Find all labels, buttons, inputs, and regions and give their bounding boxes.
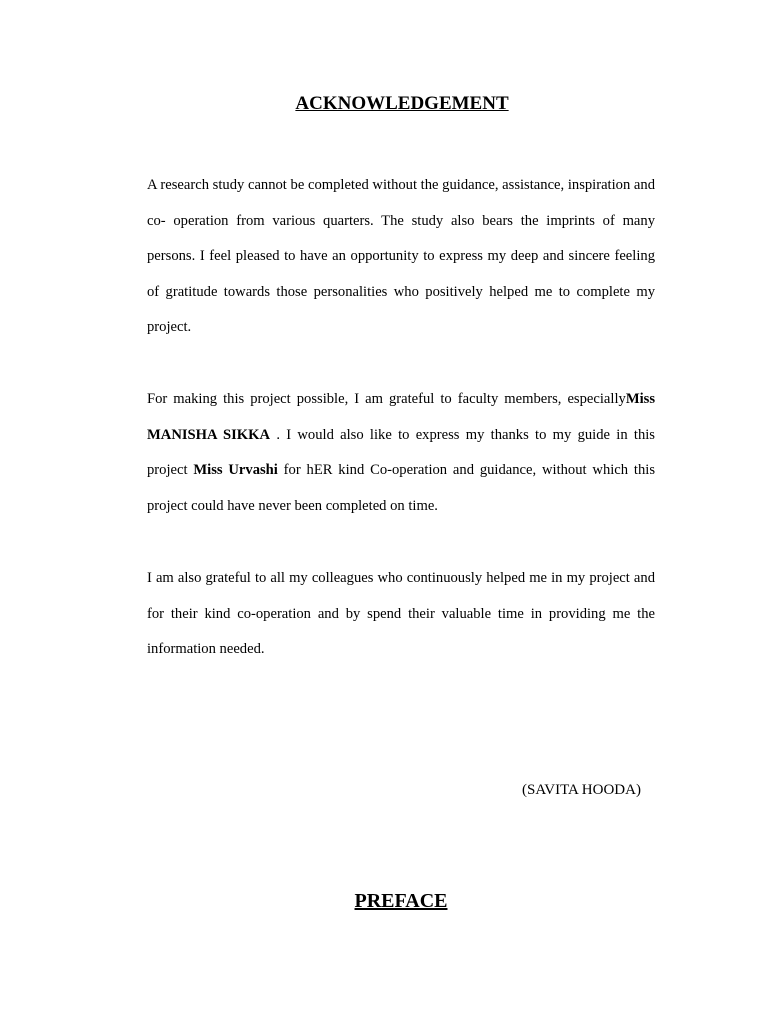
acknowledgement-paragraph-1: A research study cannot be completed without the guidance, assistance, inspiration and co- operation from various quarters. The study also bears the imprints of many persons. I feel pleased to have an opportunity to express my deep and sincere feeling of gratitude towards those personalities who positively helped me to complete my project. <box>147 177 655 336</box>
preface-heading: PREFACE <box>354 890 448 912</box>
paragraph-2-text-2: . I would also like to express my thanks to my guide in this project <box>147 426 655 479</box>
acknowledgement-paragraph-2 <box>147 382 655 524</box>
author-signature: (SAVITA HOODA) <box>522 782 641 798</box>
acknowledgement-paragraph-3: I am also grateful to all my colleagues who continuously helped me in my project and for their kind co-operation and by spend their valuable time in providing me the information needed. <box>147 570 655 658</box>
acknowledgement-heading: ACKNOWLEDGEMENT <box>295 93 509 114</box>
paragraph-2-text-3: for hER kind Co-operation and guidance, without which this project could have never been completed on time. <box>147 462 656 514</box>
guide-name: Miss Urvashi <box>193 462 278 479</box>
paragraph-2-text-1: For making this project possible, I am grateful to faculty members, especially <box>147 391 626 407</box>
faculty-member-name: Miss MANISHA SIKKA <box>147 391 655 443</box>
